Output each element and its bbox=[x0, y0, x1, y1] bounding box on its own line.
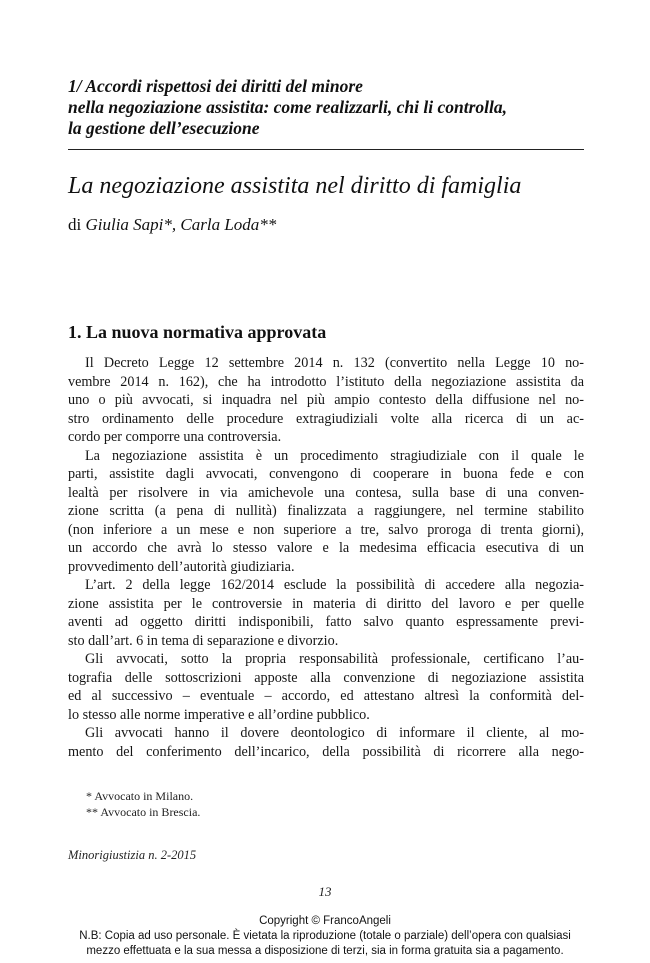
text-line: uno o più avvocati, si inquadra nel più ampio contesto della diffusione nel no- bbox=[68, 392, 584, 408]
heading-rule bbox=[68, 149, 584, 150]
text-line: Gli avvocati hanno il dovere deontologico di informare il cliente, al mo- bbox=[85, 725, 584, 741]
paragraph bbox=[68, 354, 584, 447]
paragraph bbox=[68, 650, 584, 724]
text-line: tografia delle sottoscrizioni apposte alla convenzione di negoziazione assistita bbox=[68, 669, 584, 686]
text-line: parti, assistite dagli avvocati, convengono di cooperare in buona fede e con bbox=[68, 466, 584, 482]
text-line: ed al successivo – eventuale – accordo, ed attestano altresì la conformità del- bbox=[68, 688, 584, 704]
paragraph bbox=[68, 576, 584, 650]
text-line: stro ordinamento delle procedure extragiudiziali volte alla ricerca di un ac- bbox=[68, 410, 584, 427]
body-text bbox=[68, 354, 584, 761]
footnote: * Avvocato in Milano. bbox=[86, 789, 194, 803]
byline-prefix: di bbox=[68, 215, 82, 234]
copyright-line: mezzo effettuata e la sua messa a disposizione di terzi, sia in forma gratuita sia a pagamento. bbox=[86, 945, 564, 957]
text-line: La negoziazione assistita è un procedimento stragiudiziale con il quale le bbox=[85, 447, 584, 464]
text-line: zione scritta (a pena di nullità) finalizzata a raggiungere, nel termine stabilito bbox=[68, 503, 584, 519]
copyright-notice bbox=[0, 914, 650, 959]
text-line: lo stesso alle norme imperative e all’ordine pubblico. bbox=[68, 706, 370, 723]
footnotes bbox=[86, 788, 200, 820]
text-line: lealtà per risolvere in via amichevole una contesa, sulla base di una conven- bbox=[68, 484, 584, 501]
journal-reference: Minorigiustizia n. 2-2015 bbox=[68, 848, 197, 862]
copyright-line: N.B: Copia ad uso personale. È vietata la riproduzione (totale o parziale) dell’opera con qualsiasi bbox=[79, 930, 571, 942]
section-title: 1. La nuova normativa approvata bbox=[68, 322, 327, 342]
text-line: cordo per comporre una controversia. bbox=[68, 429, 282, 445]
text-line: mento del conferimento dell’incarico, della possibilità di ricorrere alla nego- bbox=[68, 743, 584, 760]
text-line: aventi ad oggetto diritti indisponibili, fatto salvo quanto espressamente previ- bbox=[68, 614, 584, 630]
text-line: zione assistita per le controversie in materia di diritto del lavoro e per quelle bbox=[68, 595, 584, 612]
text-line: Gli avvocati, sotto la propria responsabilità professionale, certificano l’au- bbox=[85, 651, 584, 667]
section-heading bbox=[68, 76, 584, 139]
text-line: provvedimento dell’autorità giudiziaria. bbox=[68, 558, 295, 575]
paragraph bbox=[68, 724, 584, 761]
text-line: sto dall’art. 6 in tema di separazione e divorzio. bbox=[68, 632, 339, 649]
page-number: 13 bbox=[318, 884, 332, 899]
copyright-line: Copyright © FrancoAngeli bbox=[259, 915, 391, 927]
text-line: (non inferiore a un mese e non superiore a tre, salvo proroga di trenta giorni), bbox=[68, 521, 584, 538]
section-heading-line: la gestione dell’esecuzione bbox=[68, 118, 260, 138]
authors: Giulia Sapi*, Carla Loda** bbox=[85, 215, 277, 234]
byline bbox=[68, 214, 276, 236]
paragraph bbox=[68, 447, 584, 577]
text-line: Il Decreto Legge 12 settembre 2014 n. 132 (convertito nella Legge 10 no- bbox=[85, 355, 584, 371]
section-heading-line: 1/ Accordi rispettosi dei diritti del minore bbox=[68, 76, 363, 96]
footnote: ** Avvocato in Brescia. bbox=[86, 805, 201, 819]
text-line: vembre 2014 n. 162), che ha introdotto l’istituto della negoziazione assistita da bbox=[68, 373, 584, 390]
text-line: L’art. 2 della legge 162/2014 esclude la possibilità di accedere alla negozia- bbox=[85, 577, 584, 593]
section-heading-line: nella negoziazione assistita: come realizzarli, chi li controlla, bbox=[68, 97, 507, 117]
text-line: un accordo che avrà lo stesso valore e la medesima efficacia esecutiva di un bbox=[68, 540, 584, 556]
article-title: La negoziazione assistita nel diritto di famiglia bbox=[68, 173, 522, 199]
